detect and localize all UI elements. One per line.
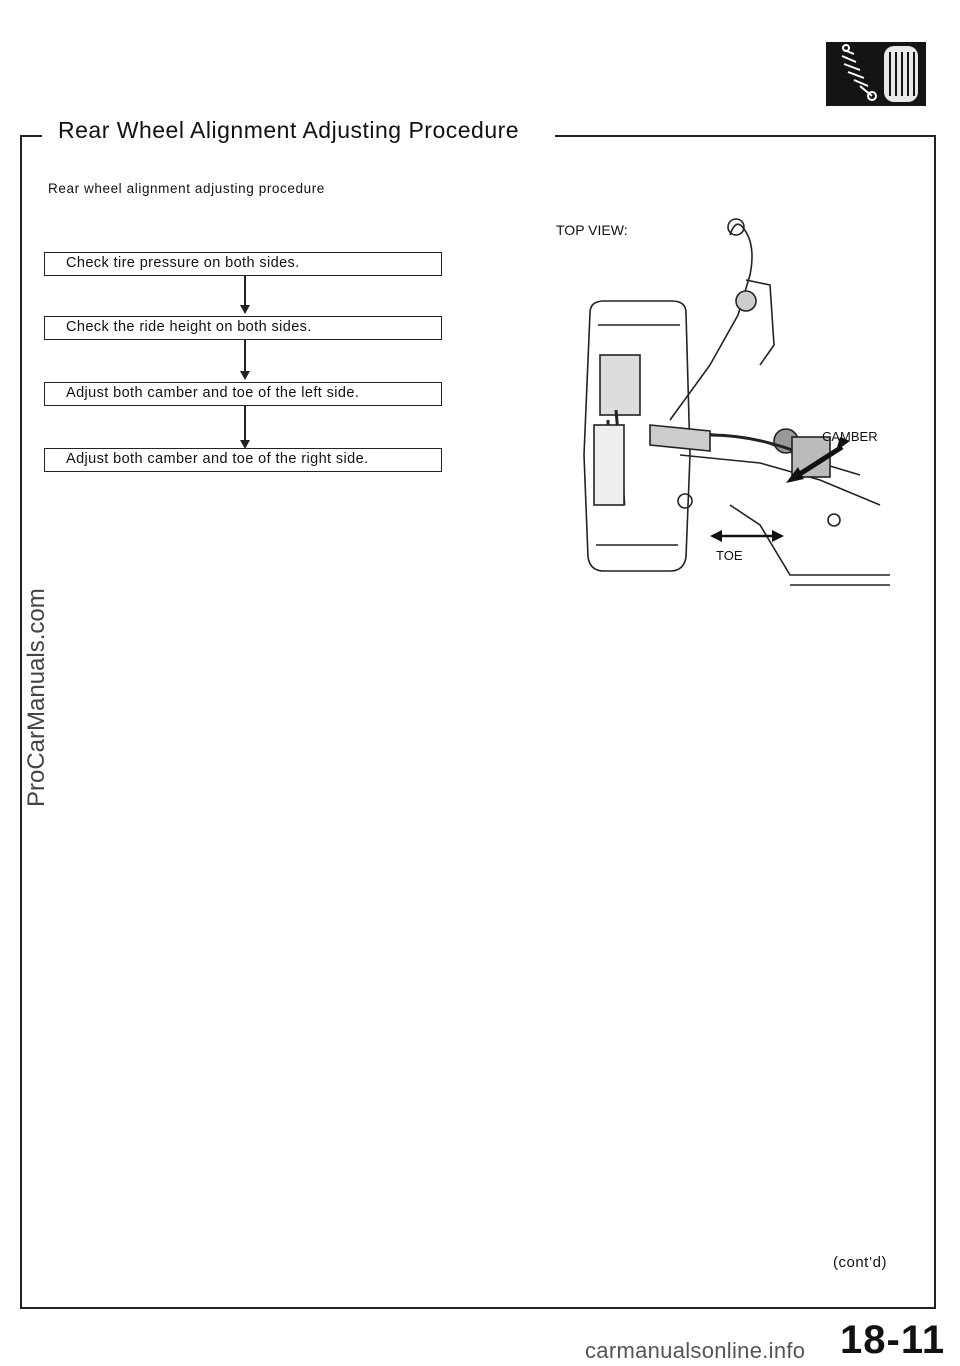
toe-arrow: [710, 530, 784, 542]
step-3-box: Adjust both camber and toe of the left side.: [44, 382, 442, 406]
step-4-box: Adjust both camber and toe of the right side.: [44, 448, 442, 472]
frame-top-right-rule: [555, 135, 934, 137]
rear-suspension-diagram: [560, 205, 890, 605]
flow-arrow-1: [244, 276, 246, 312]
flow-arrow-3: [244, 406, 246, 447]
page-title: Rear Wheel Alignment Adjusting Procedure: [58, 117, 520, 143]
frame-top-left-rule: [20, 135, 42, 137]
camber-label: CAMBER: [822, 429, 878, 444]
top-view-label: TOP VIEW:: [556, 222, 628, 238]
toe-label: TOE: [716, 548, 743, 563]
footer-watermark: carmanualsonline.info: [585, 1338, 806, 1363]
page-number: 18-11: [840, 1318, 946, 1362]
step-1-box: Check tire pressure on both sides.: [44, 252, 442, 276]
side-watermark: ProCarManuals.com: [23, 588, 50, 807]
continued-note: (cont’d): [833, 1254, 888, 1271]
upper-arm: [670, 224, 752, 420]
flow-arrow-2: [244, 340, 246, 378]
section-subtitle: Rear wheel alignment adjusting procedure: [48, 181, 325, 196]
step-2-box: Check the ride height on both sides.: [44, 316, 442, 340]
shock-absorber-icon: [826, 42, 926, 106]
